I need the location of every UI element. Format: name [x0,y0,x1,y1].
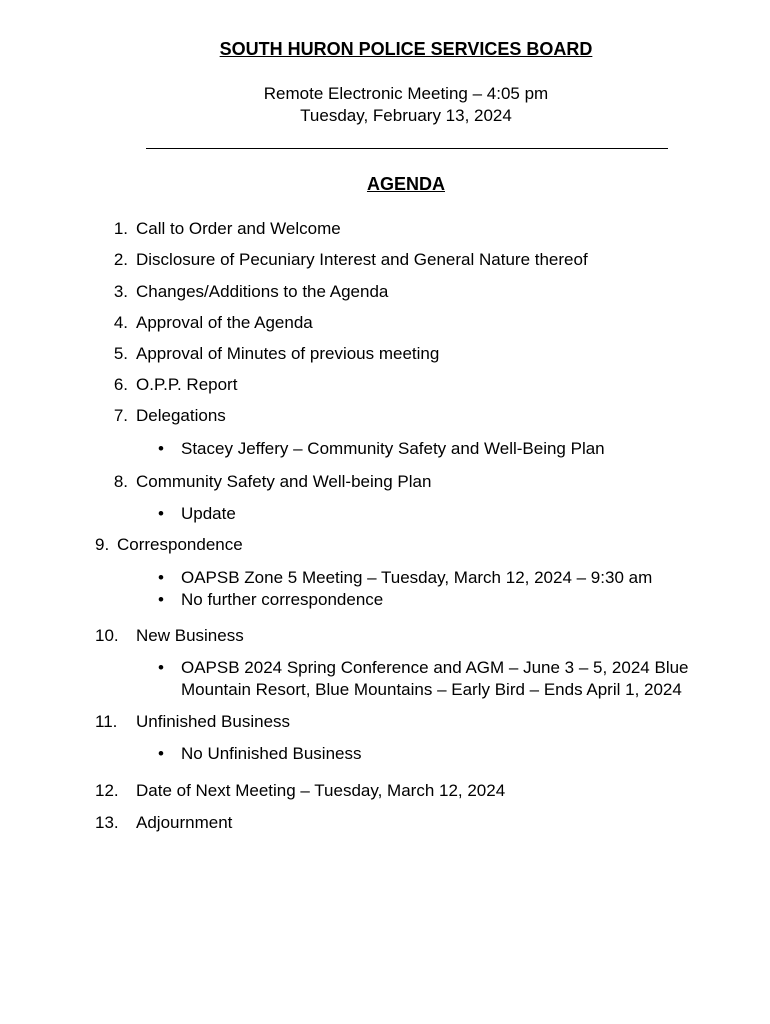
agenda-item: Approval of the Agenda [136,313,313,332]
item-number: 3. [113,282,128,301]
agenda-item: Adjournment [136,813,233,832]
item-number: 7. [113,406,128,425]
sub-item: No Unfinished Business [181,744,362,763]
bullet-icon: • [158,744,164,763]
item-number: 12. [95,781,119,800]
agenda-item: Approval of Minutes of previous meeting [136,344,440,363]
meeting-date: Tuesday, February 13, 2024 [300,106,512,125]
sub-item-continued: Mountain Resort, Blue Mountains – Early Bird – Ends April 1, 2024 [181,680,682,699]
meeting-type: Remote Electronic Meeting – 4:05 pm [263,84,549,103]
item-number: 4. [113,313,128,332]
agenda-item: New Business [136,626,244,645]
agenda-item: Disclosure of Pecuniary Interest and General Nature thereof [136,250,588,269]
item-number: 2. [113,250,128,269]
sub-item: No further correspondence [181,590,384,609]
sub-item: Update [181,504,236,523]
item-number: 11. [95,712,118,731]
item-number: 9. [95,535,110,554]
item-number: 13. [95,813,119,832]
document-title: SOUTH HURON POLICE SERVICES BOARD [219,39,593,59]
bullet-icon: • [158,568,164,587]
bullet-icon: • [158,439,164,458]
item-number: 1. [113,219,128,238]
agenda-heading: AGENDA [366,174,445,194]
sub-item: Stacey Jeffery – Community Safety and Well-Being Plan [181,439,605,458]
item-number: 6. [113,375,128,394]
agenda-item: Date of Next Meeting – Tuesday, March 12, 2024 [136,781,506,800]
item-number: 10. [95,626,119,645]
agenda-item: Unfinished Business [136,712,291,731]
bullet-icon: • [158,504,164,523]
agenda-item: O.P.P. Report [136,375,238,394]
agenda-item: Community Safety and Well-being Plan [136,472,432,491]
sub-item: OAPSB Zone 5 Meeting – Tuesday, March 12, 2024 – 9:30 am [181,568,653,587]
agenda-item: Call to Order and Welcome [136,219,341,238]
item-number: 8. [113,472,128,491]
agenda-item: Delegations [136,406,226,425]
agenda-item: Correspondence [117,535,243,554]
agenda-item: Changes/Additions to the Agenda [136,282,389,301]
separator-rule [146,148,668,149]
sub-item: OAPSB 2024 Spring Conference and AGM – June 3 – 5, 2024 Blue [181,658,689,677]
bullet-icon: • [158,658,164,677]
item-number: 5. [113,344,128,363]
bullet-icon: • [158,590,164,609]
